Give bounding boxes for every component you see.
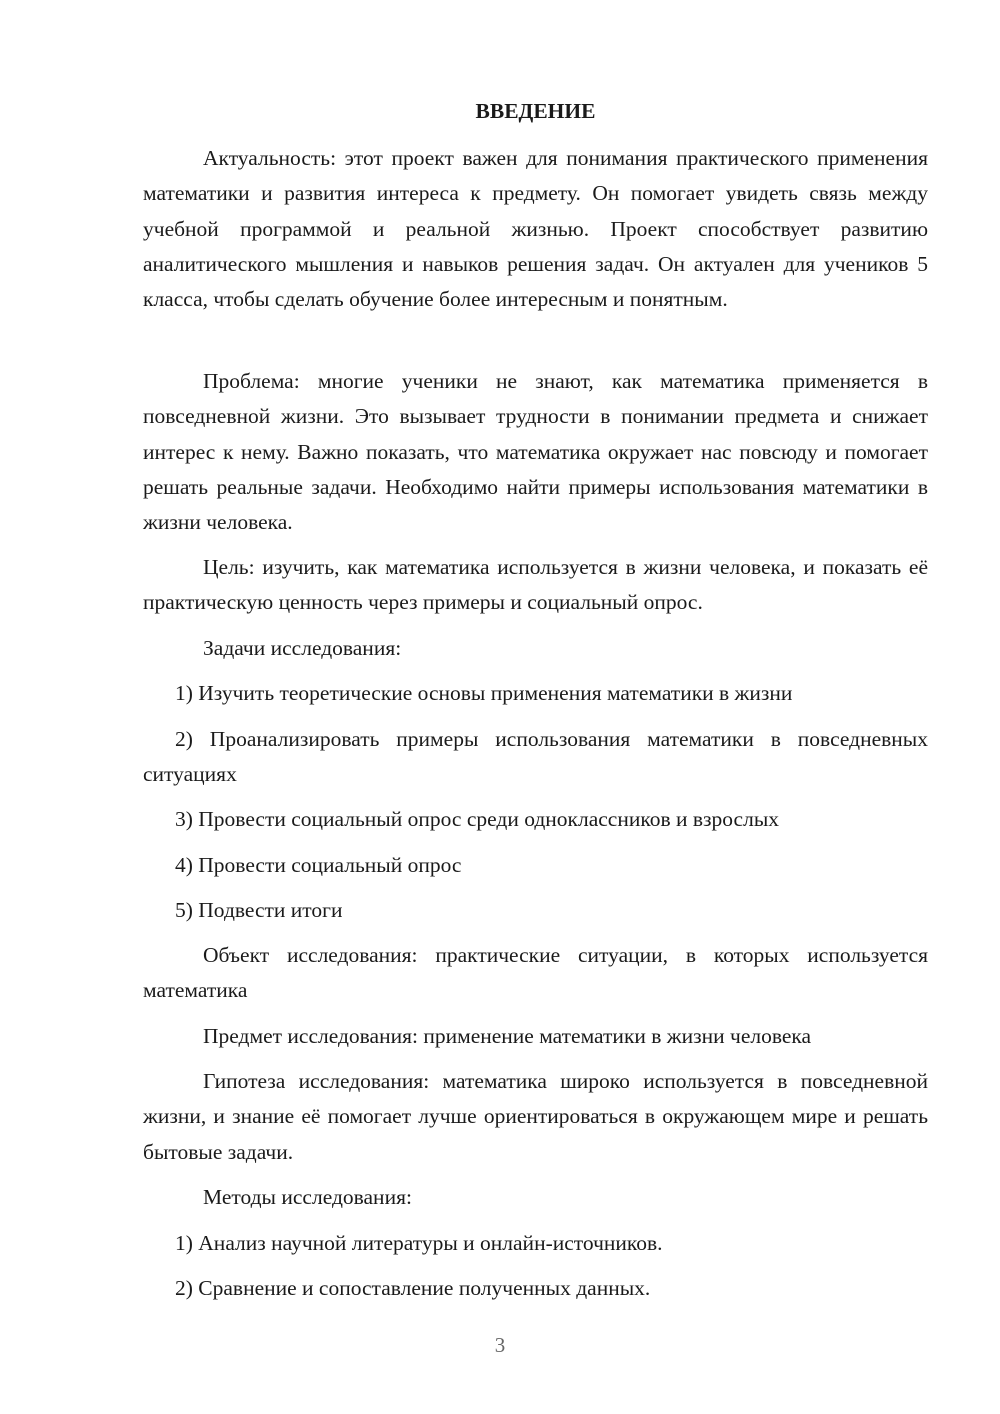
- task-item-2-block: [143, 722, 928, 793]
- subject-paragraph: [143, 1019, 928, 1054]
- section-title: ВВЕДЕНИЕ: [475, 99, 596, 123]
- task-item-1-block: [143, 676, 928, 711]
- relevance-paragraph: [143, 141, 928, 317]
- task-item: 1) Изучить теоретические основы применения математики в жизни: [175, 681, 793, 705]
- task-item-3-block: [143, 802, 928, 837]
- task-item: 5) Подвести итоги: [175, 898, 343, 922]
- tasks-heading: Задачи исследования:: [203, 636, 402, 660]
- problem-paragraph: [143, 364, 928, 540]
- goal-text: Цель: изучить, как математика используется в жизни человека, и показать её практическую ценность через примеры и социальный опрос.: [143, 555, 928, 615]
- task-item: 4) Провести социальный опрос: [175, 853, 462, 877]
- object-text: Объект исследования: практические ситуации, в которых используется математика: [143, 943, 928, 1003]
- task-item: 3) Провести социальный опрос среди одноклассников и взрослых: [175, 807, 780, 831]
- method-item-2-block: [143, 1271, 928, 1306]
- methods-heading: Методы исследования:: [203, 1185, 412, 1209]
- goal-paragraph: [143, 550, 928, 621]
- method-item-1-block: [143, 1226, 928, 1261]
- method-item: 2) Сравнение и сопоставление полученных данных.: [175, 1276, 651, 1300]
- relevance-text: Актуальность: этот проект важен для понимания практического применения математики и развития интереса к предмету. Он помогает увидеть связь между учебной программой и реальной жизнью. Проект способствует развитию аналитического мышления и навыков решения задач. Он актуален для учеников 5 класса, чтобы сделать обучение более интересным и понятным.: [143, 146, 928, 312]
- methods-heading-block: [143, 1180, 928, 1215]
- task-item: 2) Проанализировать примеры использования математики в повседневных ситуациях: [143, 727, 928, 787]
- tasks-heading-block: [143, 631, 928, 666]
- page-number: 3: [494, 1333, 506, 1357]
- task-item-5-block: [143, 893, 928, 928]
- problem-text: Проблема: многие ученики не знают, как математика применяется в повседневной жизни. Это вызывает трудности в понимании предмета и снижает интерес к нему. Важно показать, что математика окружает нас повсюду и помогает решать реальные задачи. Необходимо найти примеры использования математики в жизни человека.: [143, 369, 928, 535]
- task-item-4-block: [143, 848, 928, 883]
- hypothesis-paragraph: [143, 1064, 928, 1170]
- method-item: 1) Анализ научной литературы и онлайн-источников.: [175, 1231, 663, 1255]
- subject-text: Предмет исследования: применение математики в жизни человека: [203, 1024, 812, 1048]
- object-paragraph: [143, 938, 928, 1009]
- hypothesis-text: Гипотеза исследования: математика широко используется в повседневной жизни, и знание её помогает лучше ориентироваться в окружающем мире и решать бытовые задачи.: [143, 1069, 928, 1164]
